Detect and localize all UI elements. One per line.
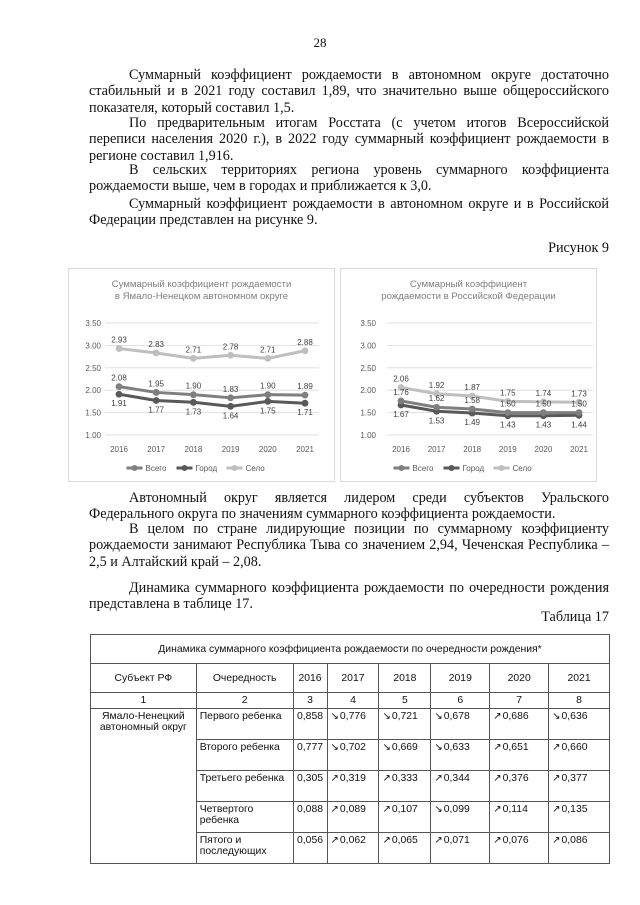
- data-point: [302, 392, 309, 399]
- x-tick-label: 2017: [427, 445, 446, 454]
- header-order: Очередность: [196, 664, 293, 693]
- y-tick-label: 1.50: [85, 408, 101, 418]
- value-text: 0,344: [443, 773, 470, 784]
- paragraph-3: [89, 162, 609, 195]
- header-2020: 2020: [490, 664, 549, 693]
- data-point: [227, 403, 234, 410]
- value-text: 0,099: [443, 804, 470, 815]
- value-cell: [327, 771, 379, 802]
- paragraph-2-text: По предварительным итогам Росстата (с учетом итогов Всероссийской переписи населения 2020 г.), в 2022 году суммарный коэффициент рождаемости в регионе составил 1,916.: [89, 115, 609, 164]
- data-point: [190, 355, 197, 362]
- data-label: 1.43: [500, 420, 516, 430]
- data-label: 1.67: [393, 409, 409, 419]
- value-cell-2016: 0,305: [293, 771, 327, 802]
- legend-marker: [182, 465, 188, 471]
- data-label: 1.74: [535, 388, 552, 398]
- data-point: [153, 389, 160, 396]
- x-tick-label: 2018: [184, 445, 203, 454]
- y-tick-label: 2.00: [85, 386, 101, 396]
- trend-up-arrow-icon: ↗: [434, 773, 443, 784]
- trend-up-arrow-icon: ↗: [552, 742, 561, 753]
- y-tick-label: 2.50: [360, 363, 376, 373]
- data-label: 1.89: [297, 382, 313, 392]
- x-tick-label: 2021: [570, 445, 588, 454]
- data-label: 2.71: [185, 345, 202, 355]
- data-point: [116, 391, 123, 398]
- data-label: 2.83: [148, 340, 164, 350]
- trend-up-arrow-icon: ↗: [330, 835, 339, 846]
- y-tick-label: 1.50: [360, 408, 376, 418]
- trend-up-arrow-icon: ↗: [493, 742, 502, 753]
- data-label: 1.90: [185, 381, 202, 391]
- data-label: 2.78: [222, 342, 239, 352]
- chart-russia-title-line-2: рождаемости в Российской Федерации: [381, 291, 556, 302]
- header-2017: 2017: [327, 664, 379, 693]
- chart-yamal: [68, 268, 335, 482]
- value-cell: [379, 740, 431, 771]
- data-point: [504, 409, 511, 416]
- data-label: 2.06: [393, 374, 409, 384]
- order-cell: Четвертого ребенка: [196, 802, 293, 833]
- colnum-2: 2: [196, 693, 293, 709]
- colnum-3: 3: [293, 693, 327, 709]
- trend-up-arrow-icon: ↗: [493, 711, 502, 722]
- value-text: 0,065: [391, 835, 418, 846]
- subject-cell: Ямало-Ненецкий автономный округ: [91, 709, 197, 864]
- value-cell: [490, 771, 549, 802]
- data-label: 1.77: [148, 405, 164, 415]
- data-label: 1.76: [393, 387, 409, 397]
- data-point: [190, 391, 197, 398]
- colnum-1: 1: [91, 693, 197, 709]
- data-label: 1.75: [500, 388, 516, 398]
- value-cell: [549, 740, 610, 771]
- data-point: [153, 397, 160, 404]
- paragraph-7: [89, 580, 609, 613]
- data-point: [264, 355, 271, 362]
- chart-russia-plot: [341, 269, 596, 481]
- order-cell: Пятого и последующих: [196, 833, 293, 864]
- trend-down-arrow-icon: ↘: [434, 804, 443, 815]
- paragraph-5-text: Автономный округ является лидером среди субъектов Уральского Федерального округа по значениям суммарного коэффициента рождаемости.: [89, 490, 609, 523]
- figure-caption: Рисунок 9: [548, 240, 609, 256]
- value-text: 0,702: [339, 742, 366, 753]
- data-label: 1.87: [464, 383, 480, 393]
- x-tick-label: 2021: [296, 445, 314, 454]
- header-2019: 2019: [431, 664, 490, 693]
- y-tick-label: 2.00: [360, 386, 376, 396]
- value-text: 0,776: [339, 711, 366, 722]
- data-label: 1.44: [571, 420, 587, 430]
- data-label: 1.58: [464, 396, 480, 406]
- data-label: 2.88: [297, 337, 313, 347]
- trend-up-arrow-icon: ↗: [382, 835, 391, 846]
- colnum-6: 6: [431, 693, 490, 709]
- value-text: 0,135: [561, 804, 588, 815]
- data-label: 1.62: [428, 394, 445, 404]
- chart-yamal-title-line-2: в Ямало-Ненецком автономном округе: [114, 291, 289, 302]
- x-tick-label: 2019: [221, 445, 240, 454]
- table-caption: Таблица 17: [541, 609, 609, 625]
- data-point: [153, 350, 160, 357]
- data-point: [227, 352, 234, 359]
- value-text: 0,686: [502, 711, 529, 722]
- legend-marker: [232, 465, 238, 471]
- data-label: 1.92: [428, 380, 445, 390]
- value-text: 0,107: [391, 804, 418, 815]
- value-text: 0,376: [502, 773, 529, 784]
- x-tick-label: 2018: [463, 445, 482, 454]
- y-tick-label: 3.00: [360, 341, 376, 351]
- trend-up-arrow-icon: ↗: [552, 804, 561, 815]
- value-text: 0,076: [502, 835, 529, 846]
- value-text: 0,678: [443, 711, 470, 722]
- value-cell: [490, 740, 549, 771]
- value-text: 0,062: [339, 835, 366, 846]
- legend-marker: [399, 465, 405, 471]
- trend-up-arrow-icon: ↗: [382, 773, 391, 784]
- value-cell-2016: 0,858: [293, 709, 327, 740]
- order-cell: Второго ребенка: [196, 740, 293, 771]
- data-label: 1.50: [535, 399, 552, 409]
- value-cell: [549, 802, 610, 833]
- value-cell: [379, 709, 431, 740]
- trend-up-arrow-icon: ↗: [493, 835, 502, 846]
- x-tick-label: 2020: [258, 445, 277, 454]
- legend-label: Город: [195, 464, 218, 473]
- value-cell: [379, 771, 431, 802]
- legend-label: Всего: [412, 464, 434, 473]
- data-point: [116, 345, 123, 352]
- y-tick-label: 3.50: [85, 319, 101, 328]
- order-cell: Первого ребенка: [196, 709, 293, 740]
- value-text: 0,071: [443, 835, 470, 846]
- y-tick-label: 1.00: [360, 431, 376, 440]
- paragraph-7-text: Динамика суммарного коэффициента рождаемости по очередности рождения представлена в таблице 17.: [89, 580, 609, 613]
- data-label: 1.91: [111, 399, 127, 409]
- trend-down-arrow-icon: ↘: [330, 711, 339, 722]
- paragraph-6: [89, 521, 609, 570]
- value-cell: [490, 709, 549, 740]
- header-subject: Субъект РФ: [91, 664, 197, 693]
- value-cell-2016: 0,056: [293, 833, 327, 864]
- trend-up-arrow-icon: ↗: [382, 804, 391, 815]
- data-label: 1.75: [260, 406, 276, 416]
- x-tick-label: 2017: [147, 445, 166, 454]
- data-point: [469, 406, 476, 413]
- value-cell: [490, 833, 549, 864]
- paragraph-1: [89, 67, 609, 116]
- data-point: [433, 404, 440, 411]
- value-text: 0,651: [502, 742, 529, 753]
- value-cell: [431, 771, 490, 802]
- value-text: 0,660: [561, 742, 588, 753]
- value-text: 0,114: [502, 804, 528, 815]
- data-label: 1.64: [222, 411, 239, 421]
- birth-order-table: [90, 634, 610, 864]
- y-tick-label: 3.00: [85, 341, 101, 351]
- data-label: 2.93: [111, 335, 127, 345]
- data-label: 1.53: [428, 416, 445, 426]
- y-tick-label: 2.50: [85, 363, 101, 373]
- data-label: 2.08: [111, 373, 127, 383]
- data-label: 1.73: [185, 407, 202, 417]
- data-point: [576, 409, 583, 416]
- header-2016: 2016: [293, 664, 327, 693]
- series-line-Село: [119, 349, 305, 359]
- value-cell: [327, 802, 379, 833]
- value-cell: [379, 802, 431, 833]
- chart-russia: [340, 268, 597, 482]
- data-point: [227, 394, 234, 401]
- paragraph-5: [89, 490, 609, 523]
- value-cell: [327, 740, 379, 771]
- trend-down-arrow-icon: ↘: [382, 711, 391, 722]
- data-label: 1.83: [222, 384, 239, 394]
- x-tick-label: 2020: [534, 445, 553, 454]
- data-label: 1.90: [260, 381, 276, 391]
- data-label: 1.95: [148, 379, 164, 389]
- paragraph-2: [89, 115, 609, 164]
- value-text: 0,333: [391, 773, 418, 784]
- value-cell: [379, 833, 431, 864]
- value-text: 0,319: [339, 773, 366, 784]
- value-cell: [549, 833, 610, 864]
- y-tick-label: 1.00: [85, 431, 101, 440]
- legend-label: Село: [245, 464, 265, 473]
- colnum-7: 7: [490, 693, 549, 709]
- x-tick-label: 2016: [392, 445, 410, 454]
- data-point: [302, 400, 309, 407]
- paragraph-6-text: В целом по стране лидирующие позиции по суммарному коэффициенту рождаемости занимают Республика Тыва со значением 2,94, Чеченская Республика – 2,5 и Алтайский край – 2,08.: [89, 521, 609, 570]
- order-cell: Третьего ребенка: [196, 771, 293, 802]
- table-header-row: [91, 664, 610, 693]
- value-text: 0,377: [561, 773, 588, 784]
- trend-up-arrow-icon: ↗: [493, 804, 502, 815]
- header-2021: 2021: [549, 664, 610, 693]
- table-colnum-row: [91, 693, 610, 709]
- data-point: [540, 409, 547, 416]
- data-label: 1.49: [464, 418, 480, 428]
- value-cell-2016: 0,088: [293, 802, 327, 833]
- trend-down-arrow-icon: ↘: [330, 742, 339, 753]
- trend-down-arrow-icon: ↘: [552, 711, 561, 722]
- trend-up-arrow-icon: ↗: [330, 773, 339, 784]
- data-point: [190, 399, 197, 406]
- data-point: [264, 391, 271, 398]
- value-cell: [431, 740, 490, 771]
- value-cell: [431, 802, 490, 833]
- legend-marker: [132, 465, 138, 471]
- value-text: 0,721: [391, 711, 418, 722]
- legend-label: Город: [462, 464, 485, 473]
- legend-label: Всего: [145, 464, 167, 473]
- trend-up-arrow-icon: ↗: [493, 773, 502, 784]
- data-label: 1.50: [571, 399, 587, 409]
- trend-down-arrow-icon: ↘: [434, 711, 443, 722]
- value-text: 0,636: [561, 711, 588, 722]
- value-cell: [490, 802, 549, 833]
- trend-up-arrow-icon: ↗: [330, 804, 339, 815]
- legend-marker: [499, 465, 505, 471]
- trend-up-arrow-icon: ↗: [552, 773, 561, 784]
- header-2018: 2018: [379, 664, 431, 693]
- data-point: [264, 398, 271, 405]
- table-row: [91, 709, 610, 740]
- paragraph-4: [89, 196, 609, 229]
- data-point: [398, 398, 405, 405]
- data-label: 1.43: [535, 420, 552, 430]
- x-tick-label: 2016: [110, 445, 128, 454]
- page-number: 28: [313, 35, 327, 50]
- paragraph-4-text: Суммарный коэффициент рождаемости в автономном округе и в Российской Федерации представлен на рисунке 9.: [89, 196, 609, 229]
- value-text: 0,086: [561, 835, 588, 846]
- data-point: [116, 383, 123, 390]
- value-text: 0,089: [339, 804, 366, 815]
- data-label: 1.71: [297, 408, 313, 418]
- value-text: 0,633: [443, 742, 470, 753]
- chart-yamal-title-line-1: Суммарный коэффициент рождаемости: [111, 279, 292, 290]
- value-cell: [549, 771, 610, 802]
- value-cell: [327, 709, 379, 740]
- legend-marker: [449, 465, 455, 471]
- data-label: 1.50: [500, 399, 516, 409]
- chart-russia-title-line-1: Суммарный коэффициент: [409, 279, 528, 290]
- data-label: 1.73: [571, 389, 587, 399]
- value-cell: [431, 709, 490, 740]
- colnum-8: 8: [549, 693, 610, 709]
- value-cell: [327, 833, 379, 864]
- paragraph-1-text: Суммарный коэффициент рождаемости в автономном округе достаточно стабильный и в 2021 году составил 1,89, что значительно выше общероссийского показателя, который составил 1,5.: [89, 67, 609, 116]
- trend-down-arrow-icon: ↘: [382, 742, 391, 753]
- value-cell: [549, 709, 610, 740]
- value-cell: [431, 833, 490, 864]
- x-tick-label: 2019: [498, 445, 517, 454]
- trend-up-arrow-icon: ↗: [552, 835, 561, 846]
- trend-down-arrow-icon: ↘: [434, 742, 443, 753]
- value-cell-2016: 0,777: [293, 740, 327, 771]
- y-tick-label: 3.50: [360, 319, 376, 328]
- value-text: 0,669: [391, 742, 418, 753]
- trend-up-arrow-icon: ↗: [434, 835, 443, 846]
- data-label: 2.71: [260, 345, 276, 355]
- chart-yamal-plot: [69, 269, 334, 481]
- table-title-row: [91, 635, 610, 664]
- data-point: [302, 347, 309, 354]
- colnum-5: 5: [379, 693, 431, 709]
- table-title: Динамика суммарного коэффициента рождаемости по очередности рождения*: [91, 635, 610, 664]
- legend-label: Село: [512, 464, 532, 473]
- paragraph-3-text: В сельских территориях региона уровень суммарного коэффициента рождаемости выше, чем в городах и приближается к 3,0.: [89, 162, 609, 195]
- colnum-4: 4: [327, 693, 379, 709]
